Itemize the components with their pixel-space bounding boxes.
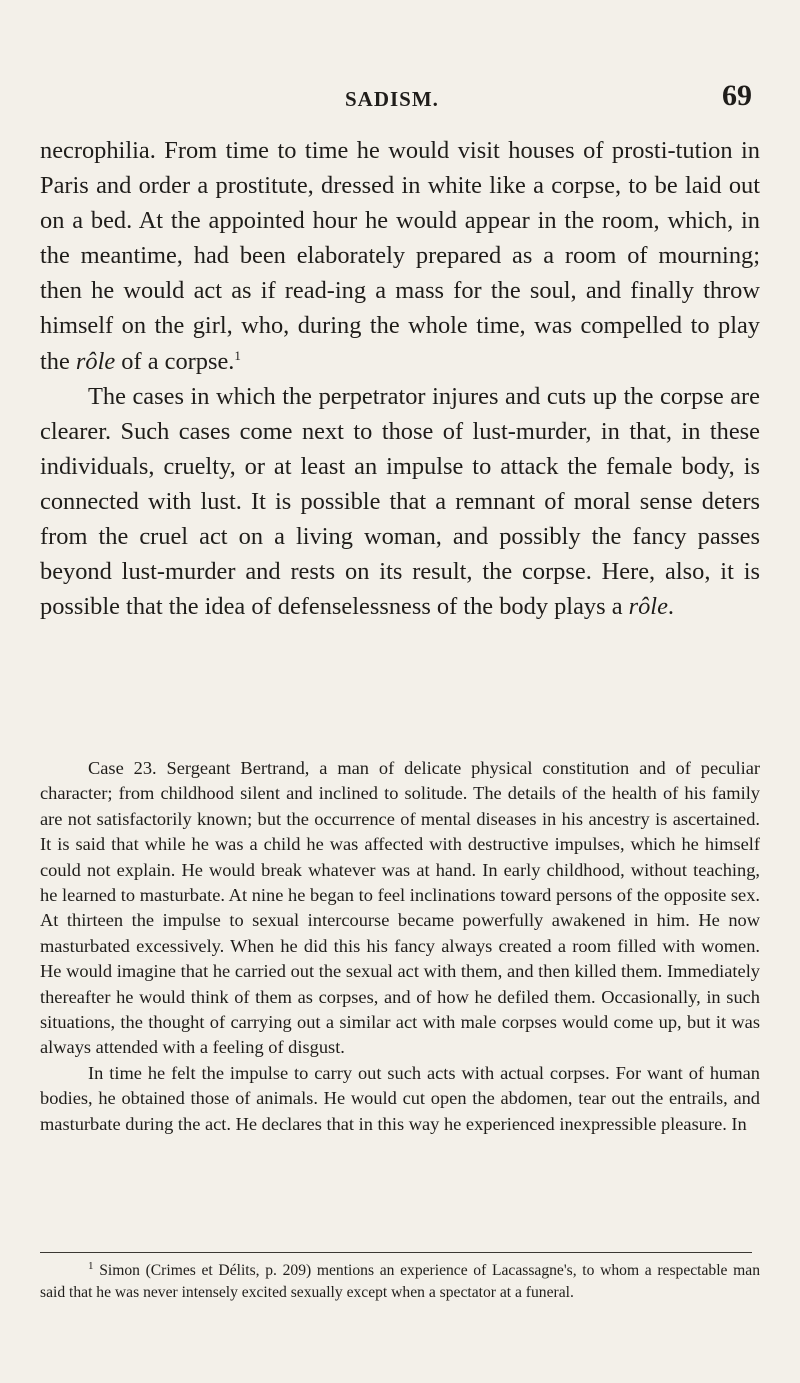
page-number: 69 <box>722 79 752 112</box>
case-paragraph-2: In time he felt the impulse to carry out such acts with actual corpses. For want of human bodies, he obtained those of animals. He would cut open the abdomen, tear out the entrails, and masturbate during the act. He declares that in this way he experienced inexpressible pleasure. In <box>40 1062 760 1134</box>
main-text <box>40 133 760 624</box>
page-header <box>40 79 752 123</box>
paragraph-text-end: . <box>667 593 675 621</box>
footnote-paragraph <box>40 1260 760 1304</box>
paragraph-text: necrophilia. From time to time he would visit houses of prosti-tution in Paris and order a prostitute, dressed in white like a corpse, to be laid out on a bed. At the appointed hour he would appear in the room, which, in the meantime, had been elaborately prepared as a room of mourning; then he would act as if read-ing a mass for the soul, and finally throw himself on the girl, who, during the whole time, was compelled to play the <box>40 137 760 375</box>
italic-role: rôle <box>75 347 116 375</box>
footnote-divider <box>40 1252 752 1253</box>
paragraph-text: The cases in which the perpetrator injures and cuts up the corpse are clearer. Such cases come next to those of lust-murder, in that, in these individuals, cruelty, or at least an impulse to attack the female body, is connected with lust. It is possible that a remnant of moral sense deters from the cruel act on a living woman, and possibly the fancy passes beyond lust-murder and rests on its result, the corpse. Here, also, it is possible that the idea of defenselessness of the body plays a <box>40 382 760 621</box>
running-head: SADISM. <box>345 87 439 111</box>
paragraph-text-end: of a corpse. <box>115 347 235 375</box>
case-paragraph-1: Case 23. Sergeant Bertrand, a man of delicate physical constitution and of peculiar character; from childhood silent and inclined to solitude. The details of the health of his family are not satisfactorily known; but the occurrence of mental diseases in his ancestry is ascertained. It is said that while he was a child he was affected with destructive impulses, which he himself could not explain. He would break whatever was at hand. In early childhood, without teaching, he learned to masturbate. At nine he began to feel inclinations toward persons of the opposite sex. At thirteen the impulse to sexual intercourse became powerfully awakened in him. He now masturbated excessively. When he did this his fancy always created a room filled with women. He would imagine that he carried out the sexual act with them, and then killed them. Immediately thereafter he would think of them as corpses, and of how he defiled them. Occasionally, in such situations, the thought of carrying out a similar act with male corpses would come up, but it was always attended with a feeling of disgust. <box>40 758 760 1058</box>
footnote-reference[interactable]: 1 <box>234 347 241 363</box>
case-23-text <box>40 756 760 1137</box>
footnote-text: Simon (Crimes et Délits, p. 209) mentions an experience of Lacassagne's, to whom a respectable man said that he was never intensely excited sexually except when a spectator at a funeral. <box>40 1262 760 1301</box>
footnote <box>40 1260 760 1304</box>
paragraph-necrophilia <box>40 133 760 379</box>
italic-role: rôle <box>628 593 668 621</box>
footnote-mark: 1 <box>88 1259 94 1272</box>
paragraph-mutilation <box>40 379 760 625</box>
